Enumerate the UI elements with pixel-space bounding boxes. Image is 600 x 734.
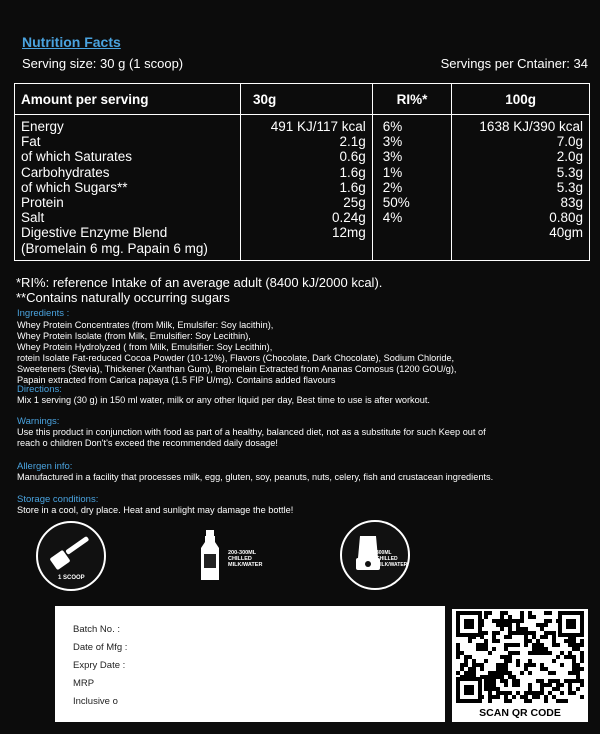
per100-value: 7.0g	[556, 134, 583, 150]
warnings-line: Use this product in conjunction with food as part of a healthy, balanced diet, not as a substitute for such Keep out of	[17, 427, 486, 437]
serving-value: 0.24g	[331, 210, 366, 226]
ri-value: 50%	[382, 195, 410, 211]
per100-value: 0.80g	[549, 210, 583, 226]
nutrition-facts-title: Nutrition Facts	[22, 34, 121, 50]
servings-per-container: Servings per Cntainer: 34	[440, 56, 588, 71]
ingredients-line: rotein Isolate Fat-reduced Cocoa Powder (10-12%), Flavors (Chocolate, Dark Chocolate), Sodium Chloride,	[17, 353, 455, 363]
ri-value: 6%	[382, 119, 403, 134]
blender-label-line: CHILLED	[376, 556, 398, 562]
per100-value: 2.0g	[556, 149, 583, 165]
scoop-icon	[36, 521, 106, 591]
inclusive-label: Inclusive o	[73, 696, 118, 707]
header-ri: RI%*	[372, 84, 452, 115]
qr-code[interactable]	[452, 609, 588, 705]
storage-heading: Storage conditions:	[17, 494, 99, 505]
per100-value: 5.3g	[556, 164, 583, 180]
ingredients-line: Whey Protein Hydrolyzed ( from Milk, Emulsifier: Soy Lecithin),	[17, 342, 273, 352]
ri-value: 2%	[382, 179, 403, 195]
ri-value: 3%	[382, 134, 403, 150]
nutrient-name: Digestive Enzyme Blend	[21, 225, 168, 241]
serving-value: 0.6g	[339, 149, 366, 165]
per100-value: 83g	[560, 195, 583, 211]
serving-value: 1.6g	[339, 179, 366, 195]
ri-value: 3%	[382, 149, 403, 165]
bottle-label-line: 200-300ML	[228, 550, 257, 556]
directions-heading: Directions:	[17, 384, 62, 395]
serving-values	[240, 115, 372, 261]
date-of-mfg-label: Date of Mfg :	[73, 642, 128, 653]
bottle-label-line: CHILLED	[228, 556, 252, 562]
ingredients-line: Whey Protein Concentrates (from Milk, Emulsifer: Soy lacithin),	[17, 320, 274, 330]
batch-no-label: Batch No. :	[73, 624, 120, 635]
serving-value: 25g	[343, 195, 366, 211]
mrp-label: MRP	[73, 678, 95, 689]
milk-bottle-icon	[200, 530, 220, 582]
table-header-row	[15, 84, 590, 115]
nutrition-table	[14, 83, 590, 261]
nutrient-name: of which Saturates	[21, 149, 133, 165]
allergen-text: Manufactured in a facility that processes milk, egg, gluten, soy, peanuts, nuts, celery, fish and crustacean ingredients.	[17, 472, 494, 482]
warnings-heading: Warnings:	[17, 416, 60, 427]
directions-text: Mix 1 serving (30 g) in 150 ml water, milk or any other liquid per day, Best time to use is after workout.	[17, 395, 430, 405]
bottle-label	[228, 550, 262, 568]
nutrient-name: Salt	[21, 210, 45, 226]
nutrient-name: Energy	[21, 119, 64, 134]
serving-value: 12mg	[331, 225, 366, 241]
batch-info-box	[55, 606, 445, 722]
ri-footnote: *RI%: reference Intake of an average adult (8400 kJ/2000 kcal).	[16, 275, 383, 290]
ingredients-line: Sweeteners (Stevia), Thickener (Xanthan Gum), Bromelain Extracted from Ananas Comosus (1200 GOU/g),	[17, 364, 457, 374]
serving-value: 2.1g	[339, 134, 366, 150]
blender-label	[376, 550, 407, 568]
nutrient-names	[15, 115, 241, 261]
expiry-date-label: Expry Date :	[73, 660, 126, 671]
ri-value: 4%	[382, 210, 403, 226]
serving-value: 491 KJ/117 kcal	[270, 119, 366, 134]
table-body-row	[15, 115, 590, 261]
bottle-graphic	[200, 530, 220, 582]
nutrient-name: of which Sugars**	[21, 179, 128, 195]
nutrient-name: Fat	[21, 134, 41, 150]
scan-qr-label: SCAN QR CODE	[479, 707, 561, 719]
nutrient-name: Carbohydrates	[21, 164, 110, 180]
ingredients-text	[17, 320, 587, 386]
bottle-label-line: MILK/WATER	[228, 562, 263, 568]
per100-values	[452, 115, 590, 261]
blender-icon	[340, 520, 410, 590]
qr-code-panel[interactable]	[452, 609, 588, 722]
nutrient-name: (Bromelain 6 mg. Papain 6 mg)	[21, 240, 208, 256]
ri-value: 1%	[382, 164, 403, 180]
header-30g: 30g	[240, 84, 372, 115]
sugars-footnote: **Contains naturally occurring sugars	[16, 290, 230, 305]
serving-value: 1.6g	[339, 164, 366, 180]
warnings-line: reach o children Don't's exceed the recommended daily dosage!	[17, 438, 278, 448]
nutrient-name: Protein	[21, 195, 64, 211]
per100-value: 40gm	[549, 225, 583, 241]
serving-size: Serving size: 30 g (1 scoop)	[22, 56, 184, 71]
ingredients-heading: Ingredients :	[17, 308, 70, 319]
ingredients-line: Whey Protein Isolate (from Milk, Emulsifier: Soy Lecithin),	[17, 331, 251, 341]
blender-label-line: MILK/WATER	[376, 562, 408, 568]
per100-value: 5.3g	[556, 179, 583, 195]
ingredients-line: Papain extracted from Carica papaya (1.5 FIP U/mg). Contains added flavours	[17, 375, 336, 385]
header-amount: Amount per serving	[15, 84, 241, 115]
scoop-label: 1 SCOOP	[58, 575, 85, 581]
warnings-text	[17, 427, 587, 449]
header-100g: 100g	[452, 84, 590, 115]
ri-values	[372, 115, 452, 261]
per100-value: 1638 KJ/390 kcal	[479, 119, 583, 134]
storage-text: Store in a cool, dry place. Heat and sunlight may damage the bottle!	[17, 505, 294, 515]
allergen-heading: Allergen info:	[17, 461, 73, 472]
blender-label-line: 300ML	[376, 550, 392, 556]
